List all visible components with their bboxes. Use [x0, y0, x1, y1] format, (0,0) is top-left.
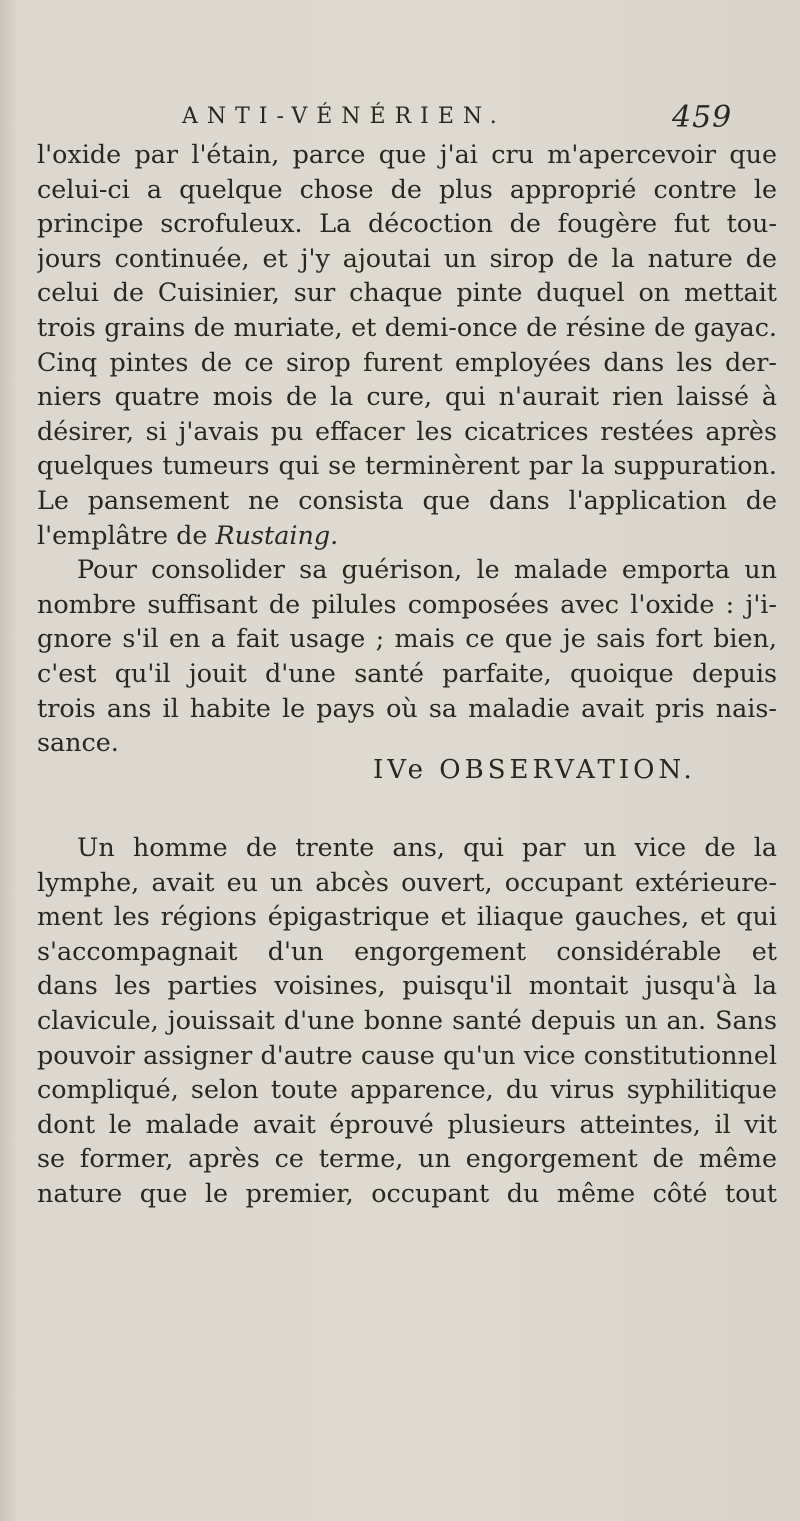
text-line: gnore s'il en a fait usage ; mais ce que je sais fort bien, [37, 623, 777, 654]
text-line: niers quatre mois de la cure, qui n'aurait rien laissé à [37, 381, 777, 412]
text-line: nombre suffisant de pilules composées avec l'oxide : j'i- [37, 588, 777, 619]
main-text-2 [37, 830, 777, 1211]
text-line: Pour consolider sa guérison, le malade emporta un [77, 554, 777, 585]
text-line: l'emplâtre de Rustaing. [37, 519, 339, 550]
text-line: celui de Cuisinier, sur chaque pinte duquel on mettait [37, 277, 777, 308]
text-line: dans les parties voisines, puisqu'il montait jusqu'à la [37, 970, 777, 1001]
paragraph-2 [37, 552, 777, 725]
text-line: c'est qu'il jouit d'une santé parfaite, quoique depuis [37, 657, 777, 688]
text-line: pouvoir assigner d'autre cause qu'un vice constitutionnel [37, 1039, 777, 1070]
page-number: 459 [672, 100, 733, 135]
main-text [37, 137, 777, 760]
text-line: trois ans il habite le pays où sa maladie avait pris nais- [37, 692, 777, 723]
paragraph-3 [37, 830, 777, 1211]
paragraph-1 [37, 137, 777, 518]
text-line: sance. [37, 727, 119, 758]
text-line: l'oxide par l'étain, parce que j'ai cru m'apercevoir que [37, 139, 777, 169]
text-line: celui-ci a quelque chose de plus approprié contre le [37, 173, 777, 204]
text-line: quelques tumeurs qui se terminèrent par la suppuration. [37, 450, 777, 481]
text-line: nature que le premier, occupant du même côté tout [37, 1177, 777, 1208]
text-line: clavicule, jouissait d'une bonne santé depuis un an. Sans [37, 1004, 777, 1035]
running-head: ANTI-VÉNÉRIEN. [182, 104, 506, 129]
text-line: désirer, si j'avais pu effacer les cicatrices restées après [37, 415, 777, 446]
text-line: compliqué, selon toute apparence, du virus syphilitique [37, 1074, 777, 1105]
page-header [0, 100, 800, 140]
text-line: ment les régions épigastrique et iliaque gauches, et qui [37, 901, 777, 932]
text-line: Cinq pintes de ce sirop furent employées dans les der- [37, 346, 777, 377]
text-line: Un homme de trente ans, qui par un vice de la [77, 832, 777, 862]
italic-name: Rustaing. [215, 519, 339, 550]
text-line: dont le malade avait éprouvé plusieurs atteintes, il vit [37, 1108, 777, 1139]
section-heading: IVe OBSERVATION. [373, 755, 696, 785]
text-line: Le pansement ne consista que dans l'application de [37, 484, 777, 515]
text-line: se former, après ce terme, un engorgement de même [37, 1143, 777, 1174]
text-line: trois grains de muriate, et demi-once de résine de gayac. [37, 311, 777, 342]
text-line: jours continuée, et j'y ajoutai un sirop de la nature de [37, 242, 777, 273]
text-line: lymphe, avait eu un abcès ouvert, occupant extérieure- [37, 866, 777, 897]
text-line: principe scrofuleux. La décoction de fougère fut tou- [37, 208, 777, 239]
text-line: s'accompagnait d'un engorgement considérable et [37, 935, 777, 966]
